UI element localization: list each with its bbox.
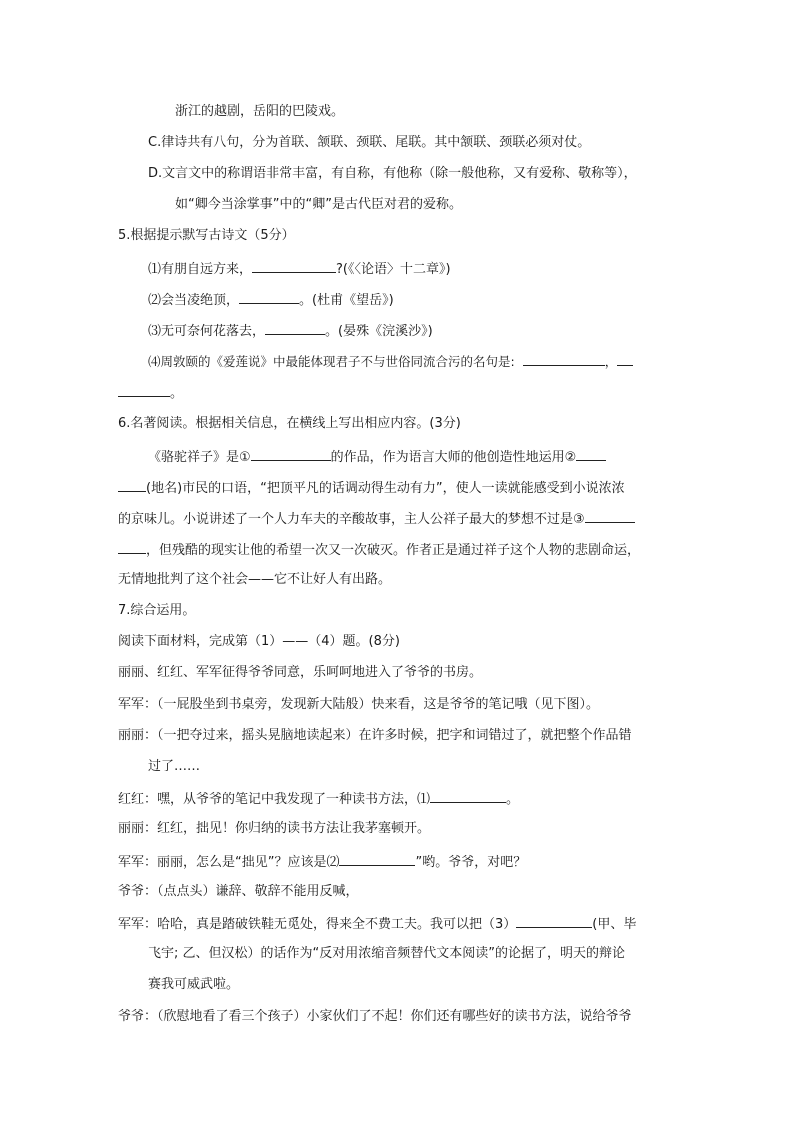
q7-paragraph-6-text: 军军：丽丽，怎么是“拙见”？应该是⑵ <box>118 855 340 870</box>
q7-paragraph-9: 爷爷：（欣慰地看了看三个孩子）小家伙们了不起！你们还有哪些好的读书方法，说给爷爷 <box>118 1009 632 1024</box>
q4-option-b-continuation: 浙江的越剧，岳阳的巴陵戏。 <box>175 104 345 119</box>
q5-item-2-source: 。(杜甫《望岳》) <box>299 293 394 308</box>
q4-option-d-line2: 如“卿今当涂掌事”中的“卿”是古代臣对君的爱称。 <box>175 197 462 212</box>
q6-blank-2a[interactable] <box>576 448 606 461</box>
q7-paragraph-4 <box>118 790 519 808</box>
q5-item-1-prompt: ⑴有朋自远方来， <box>148 262 253 277</box>
q5-item-1 <box>148 260 451 278</box>
q5-item-4-blank-2b[interactable] <box>118 384 170 397</box>
q7-paragraph-8a <box>118 915 636 933</box>
q5-item-3-source: 。(晏殊《浣溪沙》) <box>325 324 433 339</box>
q5-item-4-comma: ， <box>604 354 618 369</box>
q7-paragraph-3b: 过了…… <box>148 759 201 774</box>
q7-intro: 阅读下面材料，完成第（1）——（4）题。(8分) <box>118 634 400 649</box>
q7-paragraph-5: 丽丽：红红，拙见！你归纳的读书方法让我茅塞顿开。 <box>118 821 431 836</box>
q5-item-4-wrap <box>118 384 183 402</box>
q5-item-3 <box>148 322 433 340</box>
q5-item-1-blank[interactable] <box>252 260 336 273</box>
q7-paragraph-8c: 赛我可威武啦。 <box>148 977 240 992</box>
q6-line-5: 无情地批判了这个社会——它不让好人有出路。 <box>118 572 392 587</box>
q6-line-1 <box>148 448 606 466</box>
q6-line-3-text: 的京味儿。小说讲述了一个人力车夫的辛酸故事，主人公祥子最大的梦想不过是③ <box>118 512 585 527</box>
q5-item-4-end: 。 <box>170 386 184 401</box>
q7-blank-2[interactable] <box>339 853 415 866</box>
q7-paragraph-8b: 飞宇; 乙、但汉松）的话作为“反对用浓缩音频替代文本阅读”的论据了，明天的辩论 <box>148 946 625 961</box>
q5-title: 5.根据提示默写古诗文（5分） <box>118 228 295 243</box>
q6-blank-3a[interactable] <box>585 510 635 523</box>
q6-blank-3b[interactable] <box>118 541 146 554</box>
q7-paragraph-2: 军军：（一屁股坐到书桌旁，发现新大陆般）快来看，这是爷爷的笔记哦（见下图）。 <box>118 697 600 712</box>
q6-line-4-text: ，但残酷的现实让他的希望一次又一次破灭。作者正是通过祥子这个人物的悲剧命运， <box>146 543 641 558</box>
q5-item-3-prompt: ⑶无可奈何花落去， <box>148 324 266 339</box>
q5-item-3-blank[interactable] <box>265 322 325 335</box>
q5-item-1-source: ?(《〈论语〉十二章》) <box>336 262 451 277</box>
q5-item-2 <box>148 291 394 309</box>
q6-line-3 <box>118 510 635 528</box>
q5-item-2-blank[interactable] <box>239 291 299 304</box>
q4-option-d-line1: D.文言文中的称谓语非常丰富，有自称，有他称（除一般他称，又有爱称、敬称等）， <box>148 166 637 181</box>
q5-item-4 <box>148 353 633 370</box>
q7-paragraph-8a-end: (甲、毕 <box>592 917 637 932</box>
q4-option-c: C.律诗共有八句，分为首联、颔联、颈联、尾联。其中颔联、颈联必须对仗。 <box>148 135 591 150</box>
q7-blank-1[interactable] <box>430 790 506 803</box>
q7-paragraph-8a-text: 军军：哈哈，真是踏破铁鞋无觅处，得来全不费工夫。我可以把（3） <box>118 917 517 932</box>
q6-line-4 <box>118 541 640 559</box>
q5-item-4-prompt: ⑷周敦颐的《爱莲说》中最能体现君子不与世俗同流合污的名句是: <box>148 354 515 369</box>
q7-paragraph-1: 丽丽、红红、军军征得爷爷同意，乐呵呵地进入了爷爷的书房。 <box>118 665 483 680</box>
q5-item-4-blank-2a[interactable] <box>617 353 633 366</box>
q7-paragraph-4-text: 红红：嘿，从爷爷的笔记中我发现了一种读书方法，⑴ <box>118 792 431 807</box>
q6-title: 6.名著阅读。根据相关信息，在横线上写出相应内容。(3分) <box>118 416 461 431</box>
q5-item-2-prompt: ⑵会当凌绝顶， <box>148 293 240 308</box>
q7-paragraph-6 <box>118 853 526 871</box>
q7-paragraph-6-end: ”哟。爷爷，对吧？ <box>415 855 527 870</box>
q6-line-2-text: (地名)市民的口语，“把顶平凡的话调动得生动有力”，使人一读就能感受到小说浓浓 <box>146 481 625 496</box>
q7-paragraph-7: 爷爷：（点点头）谦辞、敬辞不能用反喊， <box>118 884 359 899</box>
q7-blank-3[interactable] <box>516 915 592 928</box>
q5-item-4-blank-1[interactable] <box>523 353 605 366</box>
q6-blank-1[interactable] <box>251 448 331 461</box>
q7-paragraph-3a: 丽丽：（一把夺过来，摇头晃脑地读起来）在许多时候，把字和词错过了，就把整个作品错 <box>118 728 632 743</box>
q6-blank-2b[interactable] <box>118 479 146 492</box>
q7-title: 7.综合运用。 <box>118 603 196 618</box>
q6-line-1-a: 《骆驼祥子》是① <box>148 450 251 465</box>
q6-line-2 <box>118 479 625 497</box>
q6-line-1-b: 的作品，作为语言大师的他创造性地运用② <box>330 450 577 465</box>
q7-paragraph-4-end: 。 <box>506 792 520 807</box>
